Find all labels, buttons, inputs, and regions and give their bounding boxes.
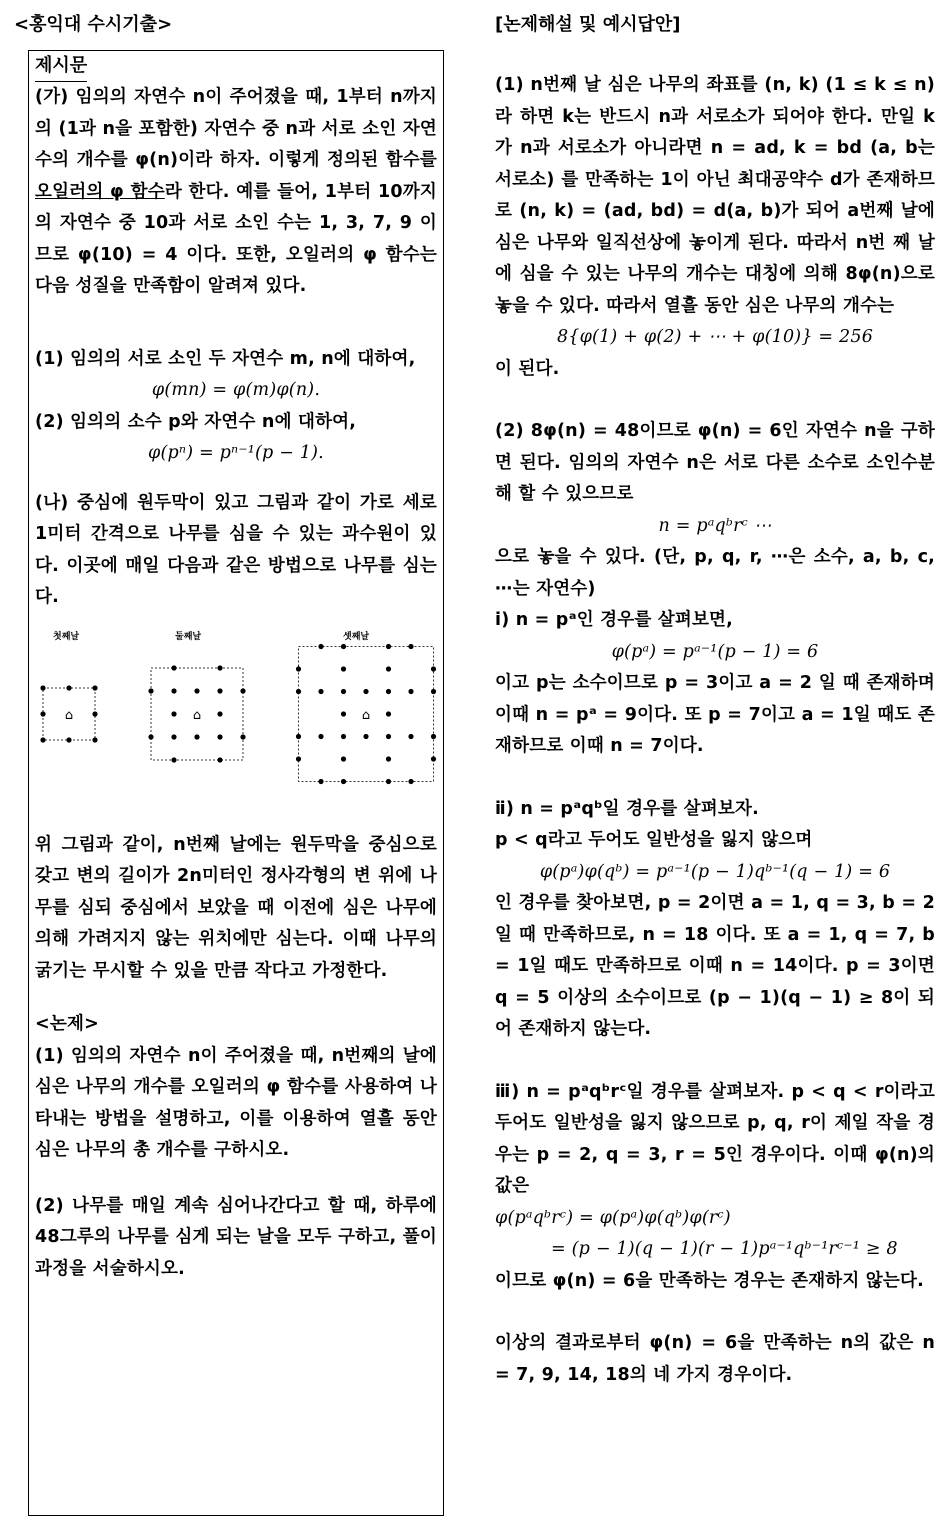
answer-2: (2) 8φ(n) = 48이므로 φ(n) = 6인 자연수 n을 구하면 된다. 임의의 자연수 n은 서로 다른 소수로 소인수분해 할 수 있으므로 — [495, 421, 935, 504]
tree-point — [431, 688, 436, 693]
case-3-formula-1: φ(pᵃqᵇrᶜ) = φ(pᵃ)φ(qᵇ)φ(rᶜ) — [495, 1207, 731, 1228]
tree-point — [386, 643, 391, 648]
passage-after-figure: 위 그림과 같이, n번째 날에는 원두막을 중심으로 갖고 변의 길이가 2n미터인 정사각형의 변 위에 나무를 심되 중심에서 보았을 때 이전에 심은 나무에 의해 가려지지 않는 위치에만 심는다. 이때 나무의 굵기는 무시할 수 있을 만큼 작다고 가정한다. — [35, 834, 437, 981]
problem-title: 제시문 — [35, 51, 87, 82]
day3-label: 셋째날 — [343, 631, 370, 642]
case-3-formula-2: = (p − 1)(q − 1)(r − 1)pᵃ⁻¹qᵇ⁻¹rᶜ⁻¹ ≥ 8 — [551, 1239, 898, 1259]
answer-2-formula: n = pᵃqᵇrᶜ ⋯ — [658, 515, 772, 536]
hut-icon: ⌂ — [192, 707, 202, 723]
tree-point — [431, 666, 436, 671]
tree-point — [363, 688, 368, 693]
tree-point — [341, 733, 346, 738]
passage-ga-text-1: (가) 임의의 자연수 n이 주어졌을 때, 1부터 n까지의 (1과 n을 포함한) 자연수 중 n과 서로 소인 자연수의 개수를 φ(n)이라 하자. 이렇게 정의된 함수를 — [35, 87, 437, 170]
tree-point — [341, 711, 346, 716]
tree-point — [318, 733, 323, 738]
tree-point — [318, 643, 323, 648]
tree-point — [148, 734, 153, 739]
tree-point — [386, 778, 391, 783]
tree-point — [296, 688, 301, 693]
tree-point — [386, 711, 391, 716]
tree-point — [40, 685, 45, 690]
tree-point — [171, 665, 176, 670]
tree-point — [296, 733, 301, 738]
tree-point — [431, 756, 436, 761]
case-1-heading: ⅰ) n = pᵃ인 경우를 살펴보면, — [495, 610, 734, 630]
case-2-text: 인 경우를 찾아보면, p = 2이면 a = 1, q = 3, b = 2 일 때 만족하므로, n = 18 이다. 또 a = 1, q = 7, b = 1일 때도 만족하므로 이때 n = 14이다. p = 3이면 q = 5 이상의 소수이므로 (p − 1)(q − 1) ≥ 8이 되어 존재하지 않는다. — [495, 893, 935, 1039]
tree-point — [92, 685, 97, 690]
tree-point — [386, 756, 391, 761]
passage-ga — [35, 82, 437, 303]
tree-point — [318, 778, 323, 783]
case-1-text: 이고 p는 소수이므로 p = 3이고 a = 2 일 때 존재하며 이때 n = pᵃ = 9이다. 또 p = 7이고 a = 1일 때도 존재하므로 이때 n = 7이다. — [495, 673, 935, 756]
tree-point — [296, 756, 301, 761]
tree-point — [171, 734, 176, 739]
hut-icon: ⌂ — [361, 707, 371, 723]
answer-1-formula: 8{φ(1) + φ(2) + ⋯ + φ(10)} = 256 — [556, 327, 874, 347]
tree-point — [386, 688, 391, 693]
property-2-formula: φ(pⁿ) = pⁿ⁻¹(p − 1). — [148, 443, 324, 463]
case-2-formula: φ(pᵃ)φ(qᵇ) = pᵃ⁻¹(p − 1)qᵇ⁻¹(q − 1) = 6 — [539, 861, 891, 882]
orchard-diagram — [29, 614, 445, 830]
day1-label: 첫째날 — [53, 631, 80, 642]
tree-point — [194, 688, 199, 693]
tree-point — [194, 734, 199, 739]
property-1-formula: φ(mn) = φ(m)φ(n). — [151, 380, 321, 400]
problem-box — [28, 50, 444, 1516]
nonje-title: <논제> — [35, 1014, 99, 1034]
solution-column — [495, 50, 935, 1520]
tree-point — [171, 757, 176, 762]
tree-point — [171, 688, 176, 693]
tree-point — [296, 666, 301, 671]
tree-point — [408, 643, 413, 648]
tree-point — [217, 711, 222, 716]
tree-point — [217, 688, 222, 693]
tree-point — [318, 688, 323, 693]
orchard-figure — [29, 614, 443, 830]
tree-point — [341, 666, 346, 671]
case-1-formula: φ(pᵃ) = pᵃ⁻¹(p − 1) = 6 — [611, 641, 819, 662]
tree-point — [171, 711, 176, 716]
tree-point — [92, 711, 97, 716]
tree-point — [341, 756, 346, 761]
tree-point — [217, 665, 222, 670]
tree-point — [386, 733, 391, 738]
tree-point — [341, 778, 346, 783]
answer-2-cont: 으로 놓을 수 있다. (단, p, q, r, ⋯은 소수, a, b, c, ⋯는 자연수) — [495, 547, 935, 599]
header-left: <홍익대 수시기출> — [14, 14, 173, 35]
property-1: (1) 임의의 서로 소인 두 자연수 m, n에 대하여, — [35, 348, 416, 369]
tree-point — [408, 778, 413, 783]
tree-point — [431, 733, 436, 738]
tree-point — [363, 733, 368, 738]
day2-label: 둘째날 — [175, 631, 202, 642]
tree-point — [92, 737, 97, 742]
case-3-heading: ⅲ) n = pᵃqᵇrᶜ일 경우를 살펴보자. p < q < r이라고 두어도 일반성을 잃지 않으므로 p, q, r이 제일 작을 경우는 p = 2, q = 3, r = 5인 경우이다. 이때 φ(n)의 값은 — [495, 1081, 935, 1196]
tree-point — [66, 685, 71, 690]
tree-point — [408, 733, 413, 738]
tree-point — [240, 688, 245, 693]
tree-point — [217, 734, 222, 739]
tree-point — [408, 688, 413, 693]
tree-point — [148, 688, 153, 693]
answer-1-end: 이 된다. — [495, 358, 560, 379]
passage-na: (나) 중심에 원두막이 있고 그림과 같이 가로 세로 1미터 간격으로 나무를 심을 수 있는 과수원이 있다. 이곳에 매일 다음과 같은 방법으로 나무를 심는다. — [35, 492, 437, 607]
property-2: (2) 임의의 소수 p와 자연수 n에 대하여, — [35, 411, 357, 432]
question-1: (1) 임의의 자연수 n이 주어졌을 때, n번째의 날에 심은 나무의 개수를 오일러의 φ 함수를 사용하여 나타내는 방법을 설명하고, 이를 이용하여 열흘 동안 심은 나무의 총 개수를 구하시오. — [35, 1045, 437, 1160]
question-2: (2) 나무를 매일 계속 심어나간다고 할 때, 하루에 48그루의 나무를 심게 되는 날을 모두 구하고, 풀이 과정을 서술하시오. — [35, 1195, 437, 1279]
answer-1: (1) n번째 날 심은 나무의 좌표를 (n, k) (1 ≤ k ≤ n) 라 하면 k는 반드시 n과 서로소가 되어야 한다. 만일 k가 n과 서로소가 아니라면 n = ad, k = bd (a, b는 서로소) 를 만족하는 1이 아닌 최대공약수 d가 존재하므로 (n, k) = (ad, bd) = d(a, b)가 되어 a번째 날에 심은 나무와 일직선상에 놓이게 된다. 따라서 n번 째 날에 심을 수 있는 나무의 개수는 대칭에 의해 8φ(n)으로 놓을 수 있다. 따라서 열흘 동안 심은 나무의 개수는 — [495, 75, 935, 316]
hut-icon: ⌂ — [64, 707, 74, 723]
tree-point — [40, 737, 45, 742]
tree-point — [240, 734, 245, 739]
header-right: [논제해설 및 예시답안] — [495, 14, 681, 35]
tree-point — [341, 688, 346, 693]
tree-point — [66, 737, 71, 742]
tree-point — [341, 643, 346, 648]
case-3-text: 이므로 φ(n) = 6을 만족하는 경우는 존재하지 않는다. — [495, 1270, 924, 1291]
passage-ga-text-2: 라 한다. 예를 들어, 1부터 10까지의 자연수 중 10과 서로 소인 수는 1, 3, 7, 9 이므로 φ(10) = 4 이다. 또한, 오일러의 φ 함수는 다음 성질을 만족함이 알려져 있다. — [35, 181, 437, 296]
case-2-heading: ⅱ) n = pᵃqᵇ일 경우를 살펴보자. — [495, 798, 759, 819]
case-2-line: p < q라고 두어도 일반성을 잃지 않으며 — [495, 830, 813, 850]
tree-point — [386, 666, 391, 671]
tree-point — [217, 757, 222, 762]
tree-point — [40, 711, 45, 716]
euler-phi-term: 오일러의 φ 함수 — [35, 181, 165, 202]
conclusion: 이상의 결과로부터 φ(n) = 6을 만족하는 n의 값은 n = 7, 9, 14, 18의 네 가지 경우이다. — [495, 1333, 935, 1385]
